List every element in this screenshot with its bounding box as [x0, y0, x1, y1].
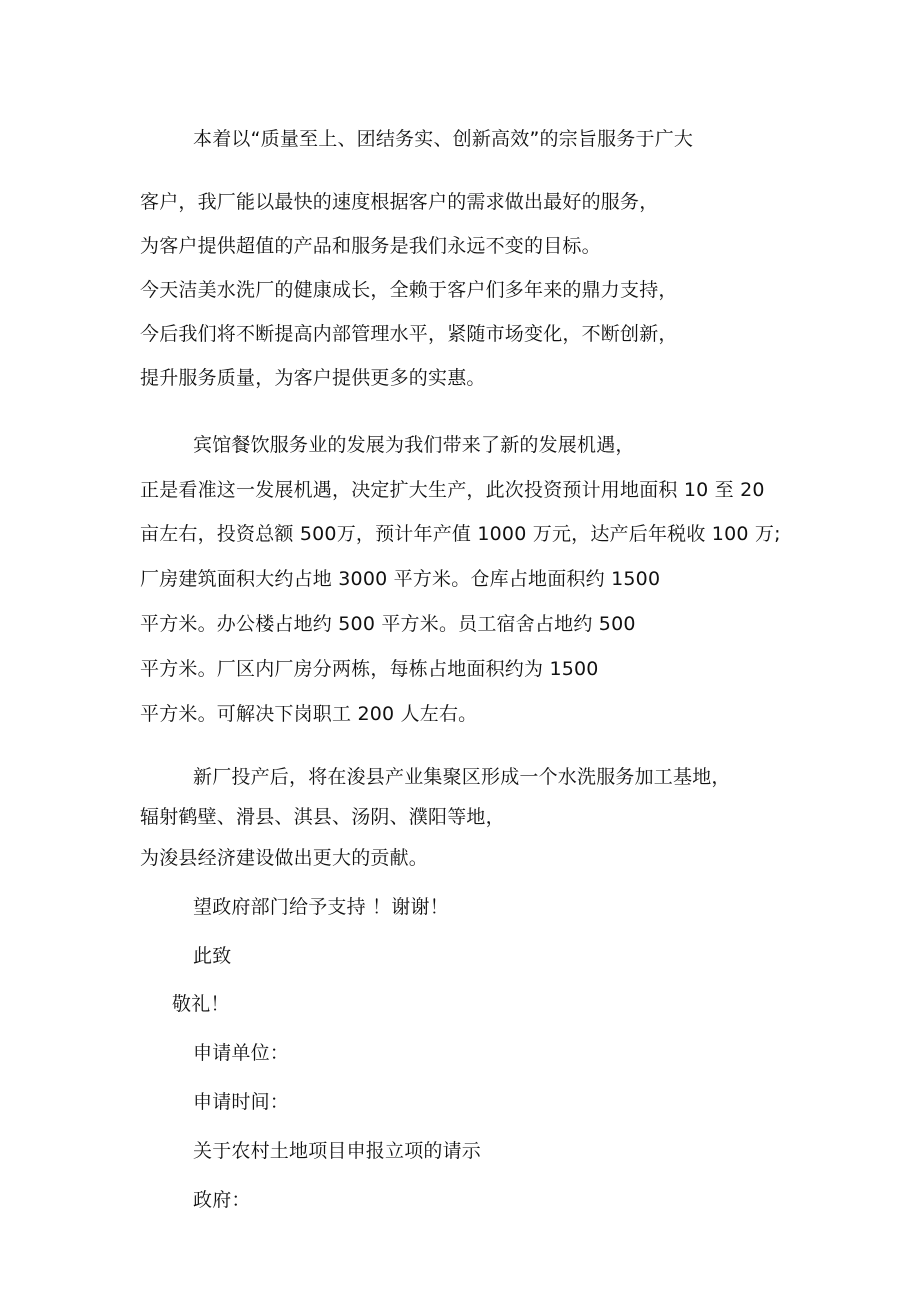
paragraph-2-line-3: 亩左右，投资总额 500万，预计年产值 1000 万元，达产后年税收 100 万;	[140, 523, 781, 545]
paragraph-1-line-1: 本着以“质量至上、团结务实、创新高效”的宗旨服务于广大	[193, 128, 694, 150]
addressee-government: 政府：	[193, 1189, 251, 1211]
next-document-title: 关于农村土地项目申报立项的请示	[193, 1140, 482, 1162]
paragraph-3-line-1: 新厂投产后，将在浚县产业集聚区形成一个水洗服务加工基地，	[193, 766, 731, 788]
paragraph-2-line-4: 厂房建筑面积大约占地 3000 平方米。仓库占地面积约 1500	[140, 568, 661, 590]
paragraph-3-line-3: 为浚县经济建设做出更大的贡献。	[140, 847, 429, 869]
paragraph-1-line-5: 今后我们将不断提高内部管理水平，紧随市场变化，不断创新，	[140, 323, 678, 345]
paragraph-1-line-4: 今天洁美水洗厂的健康成长，全赖于客户们多年来的鼎力支持，	[140, 279, 678, 301]
applicant-unit-label: 申请单位：	[193, 1042, 290, 1064]
paragraph-1-line-3: 为客户提供超值的产品和服务是我们永远不变的目标。	[140, 235, 601, 257]
paragraph-2-line-5: 平方米。办公楼占地约 500 平方米。员工宿舍占地约 500	[140, 613, 636, 635]
paragraph-2-line-1: 宾馆餐饮服务业的发展为我们带来了新的发展机遇，	[193, 434, 635, 456]
paragraph-2-line-2: 正是看准这一发展机遇，决定扩大生产，此次投资预计用地面积 10 至 20	[140, 479, 765, 501]
paragraph-1-line-6: 提升服务质量，为客户提供更多的实惠。	[140, 367, 486, 389]
paragraph-3-line-2: 辐射鹤壁、滑县、淇县、汤阴、濮阳等地，	[140, 806, 505, 828]
application-time-label: 申请时间：	[193, 1091, 290, 1113]
closing-cizhi: 此致	[193, 945, 232, 967]
closing-request: 望政府部门给予支持 ！谢谢！	[193, 896, 449, 918]
closing-jingli: 敬礼！	[172, 993, 230, 1015]
paragraph-1-line-2: 客户，我厂能以最快的速度根据客户的需求做出最好的服务，	[140, 191, 659, 213]
paragraph-2-line-7: 平方米。可解决下岗职工 200 人左右。	[140, 703, 478, 725]
paragraph-2-line-6: 平方米。厂区内厂房分两栋，每栋占地面积约为 1500	[140, 658, 599, 680]
